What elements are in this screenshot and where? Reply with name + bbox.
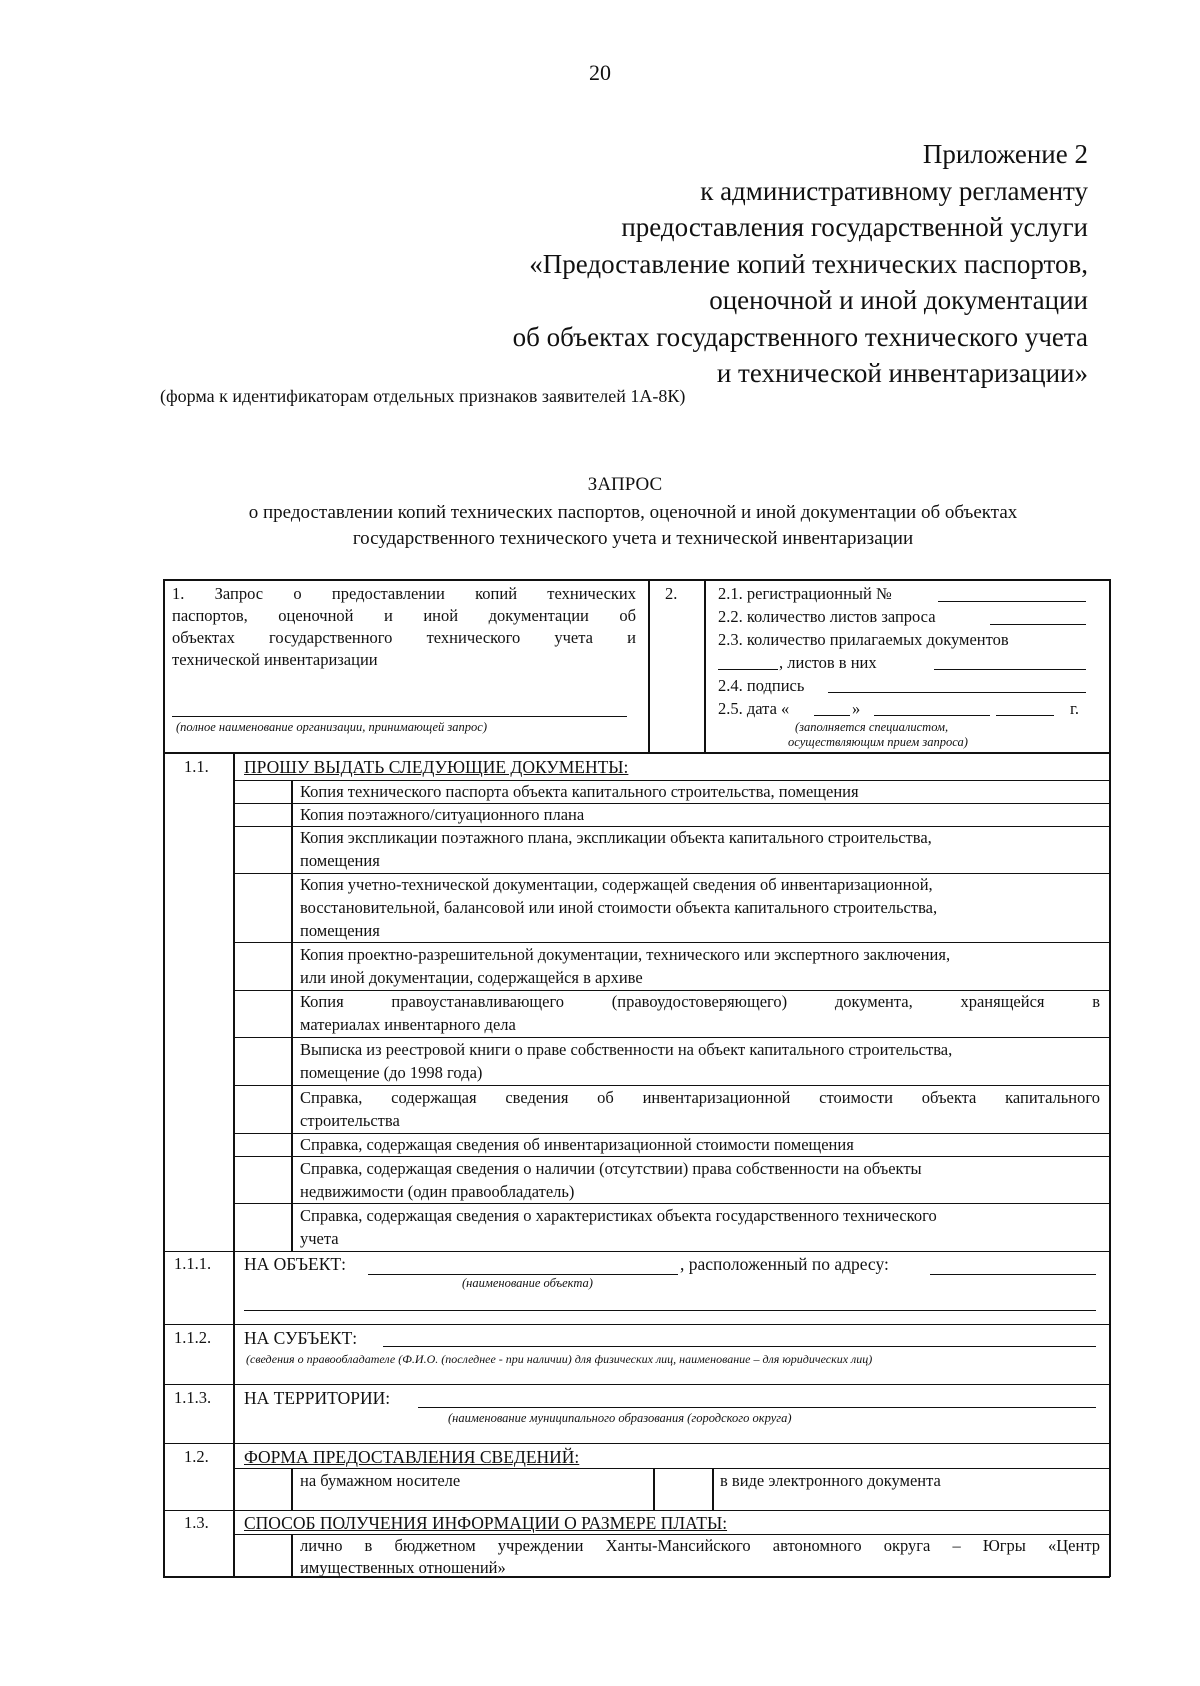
- specialist-caption: осуществляющим прием запроса): [788, 735, 968, 749]
- electronic-option: в виде электронного документа: [720, 1471, 941, 1490]
- subject-field[interactable]: [383, 1346, 1096, 1347]
- row-separator: [233, 1203, 1110, 1204]
- table-divider: [291, 1534, 293, 1577]
- document-checkbox[interactable]: [236, 829, 288, 871]
- in-person-option: лично в бюджетном учреждении Ханты-Мансийского автономного округа – Югры «Центр: [300, 1536, 1100, 1555]
- request-sheets-field[interactable]: [990, 624, 1086, 625]
- document-checkbox[interactable]: [236, 1088, 288, 1130]
- document-option: Копия правоустанавливающего (правоудостоверяющего) документа, хранящейся в: [300, 992, 1100, 1011]
- date-year-suffix: г.: [1070, 699, 1080, 718]
- document-option: Копия проектно-разрешительной документации, технического или экспертного заключения,: [300, 945, 951, 964]
- table-divider: [653, 1468, 655, 1510]
- reg-number-field[interactable]: [938, 601, 1086, 602]
- docs-count-label: 2.3. количество прилагаемых документов: [718, 630, 1009, 649]
- document-option: Копия учетно-технической документации, содержащей сведения об инвентаризационной,: [300, 875, 933, 894]
- section1-line: технической инвентаризации: [172, 650, 378, 669]
- section-separator: [163, 1510, 1110, 1511]
- row-separator: [233, 942, 1110, 943]
- subject-caption: (сведения о правообладателе (Ф.И.О. (последнее - при наличии) для физических лиц, наименование – для юридических лиц): [246, 1352, 873, 1366]
- document-option: учета: [300, 1229, 339, 1248]
- document-option: или иной документации, содержащейся в архиве: [300, 968, 643, 987]
- table-border: [163, 579, 1110, 581]
- request-subtitle-line: о предоставлении копий технических паспортов, оценочной и иной документации об объектах: [248, 502, 1018, 523]
- section-separator: [163, 1384, 1110, 1385]
- document-checkbox[interactable]: [236, 876, 288, 940]
- electronic-checkbox[interactable]: [656, 1471, 709, 1507]
- section2-number: 2.: [665, 584, 678, 603]
- section-separator: [163, 1324, 1110, 1325]
- document-checkbox[interactable]: [236, 993, 288, 1035]
- section-separator: [163, 1251, 1110, 1252]
- s11-heading: ПРОШУ ВЫДАТЬ СЛЕДУЮЩИЕ ДОКУМЕНТЫ:: [244, 757, 629, 777]
- appendix-line: «Предоставление копий технических паспортов,: [529, 248, 1088, 279]
- date-label: 2.5. дата «: [718, 699, 790, 718]
- appendix-line: предоставления государственной услуги: [621, 212, 1088, 242]
- table-divider: [291, 1468, 293, 1510]
- appendix-block: [513, 136, 1088, 392]
- request-subtitle: [0, 500, 1200, 552]
- request-title: ЗАПРОС: [587, 474, 663, 495]
- object-address-field[interactable]: [930, 1274, 1096, 1275]
- document-checkbox[interactable]: [236, 1159, 288, 1201]
- subject-label: НА СУБЪЕКТ:: [244, 1328, 358, 1348]
- document-option: Копия экспликации поэтажного плана, экспликации объекта капитального строительства,: [300, 828, 932, 847]
- document-option: Справка, содержащая сведения о характеристиках объекта государственного технического: [300, 1206, 937, 1225]
- docs-sheets-label: , листов в них: [779, 653, 877, 672]
- document-option: Копия поэтажного/ситуационного плана: [300, 805, 585, 824]
- address-label: , расположенный по адресу:: [680, 1254, 889, 1274]
- request-sheets-label: 2.2. количество листов запроса: [718, 607, 936, 626]
- date-month-field[interactable]: [874, 715, 990, 716]
- document-checkbox[interactable]: [236, 1040, 288, 1082]
- date-day-field[interactable]: [814, 715, 850, 716]
- s12-number: 1.2.: [184, 1447, 209, 1466]
- s12-heading: ФОРМА ПРЕДОСТАВЛЕНИЯ СВЕДЕНИЙ:: [244, 1447, 580, 1467]
- object-caption: (наименование объекта): [462, 1276, 593, 1290]
- territory-caption: (наименование муниципального образования (городского округа): [448, 1411, 792, 1425]
- section1-line: 1. Запрос о предоставлении копий технических: [172, 584, 636, 603]
- territory-label: НА ТЕРРИТОРИИ:: [244, 1388, 391, 1408]
- s13-heading: СПОСОБ ПОЛУЧЕНИЯ ИНФОРМАЦИИ О РАЗМЕРЕ ПЛАТЫ:: [244, 1513, 728, 1533]
- form-note: (форма к идентификаторам отдельных признаков заявителей 1А-8К): [160, 386, 686, 406]
- section-separator: [163, 1443, 1110, 1444]
- docs-sheets-field[interactable]: [934, 669, 1086, 670]
- s13-number: 1.3.: [184, 1513, 209, 1532]
- document-option: помещения: [300, 921, 380, 940]
- document-option: помещение (до 1998 года): [300, 1063, 483, 1082]
- paper-option: на бумажном носителе: [300, 1471, 461, 1490]
- s112-number: 1.1.2.: [174, 1328, 212, 1347]
- appendix-line: к административному регламенту: [700, 175, 1088, 206]
- appendix-line: Приложение 2: [922, 139, 1088, 169]
- table-divider: [291, 780, 293, 1252]
- territory-field[interactable]: [418, 1407, 1096, 1408]
- appendix-line: и технической инвентаризации»: [716, 358, 1088, 388]
- signature-field[interactable]: [828, 692, 1086, 693]
- document-option: недвижимости (один правообладатель): [300, 1182, 575, 1201]
- document-option: помещения: [300, 851, 380, 870]
- request-subtitle-line: государственного технического учета и технической инвентаризации: [352, 528, 914, 549]
- appendix-line: об объектах государственного технического учета: [512, 321, 1088, 352]
- page-number: 20: [589, 60, 611, 85]
- org-name-caption: (полное наименование организации, принимающей запрос): [176, 720, 488, 734]
- table-divider: [704, 579, 706, 753]
- document-option: восстановительной, балансовой или иной стоимости объекта капитального строительства,: [300, 898, 938, 917]
- object-name-field[interactable]: [368, 1274, 678, 1275]
- document-checkbox[interactable]: [236, 945, 288, 987]
- org-name-field[interactable]: [172, 716, 627, 717]
- s113-number: 1.1.3.: [174, 1388, 212, 1407]
- row-separator: [233, 1468, 1110, 1469]
- table-divider: [648, 579, 650, 753]
- document-checkbox[interactable]: [236, 1206, 288, 1248]
- date-year-field[interactable]: [996, 715, 1054, 716]
- table-divider: [163, 752, 1110, 754]
- reg-number-label: 2.1. регистрационный №: [718, 584, 892, 603]
- in-person-checkbox[interactable]: [236, 1537, 288, 1574]
- table-border: [163, 579, 165, 1577]
- row-separator: [233, 1037, 1110, 1038]
- document-option: Выписка из реестровой книги о праве собственности на объект капитального строительства,: [300, 1040, 953, 1059]
- document-option: Копия технического паспорта объекта капитального строительства, помещения: [300, 782, 859, 801]
- table-divider: [233, 752, 235, 1577]
- document-option: строительства: [300, 1111, 400, 1130]
- object-address-field-2[interactable]: [244, 1310, 1096, 1311]
- table-border: [1109, 579, 1111, 1577]
- signature-label: 2.4. подпись: [718, 676, 805, 695]
- row-separator: [233, 1085, 1110, 1086]
- document-checkbox[interactable]: [236, 1136, 288, 1154]
- document-option: Справка, содержащая сведения об инвентаризационной стоимости помещения: [300, 1135, 854, 1154]
- table-divider: [712, 1468, 714, 1510]
- specialist-caption: (заполняется специалистом,: [795, 720, 949, 734]
- paper-checkbox[interactable]: [236, 1471, 288, 1507]
- date-close-quote: »: [852, 699, 861, 718]
- document-checkbox[interactable]: [236, 783, 288, 801]
- s111-number: 1.1.1.: [174, 1254, 212, 1273]
- row-separator: [233, 1156, 1110, 1157]
- section1-line: паспортов, оценочной и иной документации об: [172, 606, 636, 625]
- section1-line: объектах государственного технического учета и: [172, 628, 636, 647]
- docs-count-field[interactable]: [718, 669, 778, 670]
- document-option: Справка, содержащая сведения об инвентаризационной стоимости объекта капитального: [300, 1088, 1100, 1107]
- document-option: Справка, содержащая сведения о наличии (отсутствии) права собственности на объекты: [300, 1159, 922, 1178]
- appendix-line: оценочной и иной документации: [709, 285, 1088, 315]
- s11-number: 1.1.: [184, 757, 209, 776]
- document-checkbox[interactable]: [236, 806, 288, 824]
- object-label: НА ОБЪЕКТ:: [244, 1254, 346, 1274]
- document-option: материалах инвентарного дела: [300, 1015, 516, 1034]
- in-person-option: имущественных отношений»: [300, 1558, 506, 1577]
